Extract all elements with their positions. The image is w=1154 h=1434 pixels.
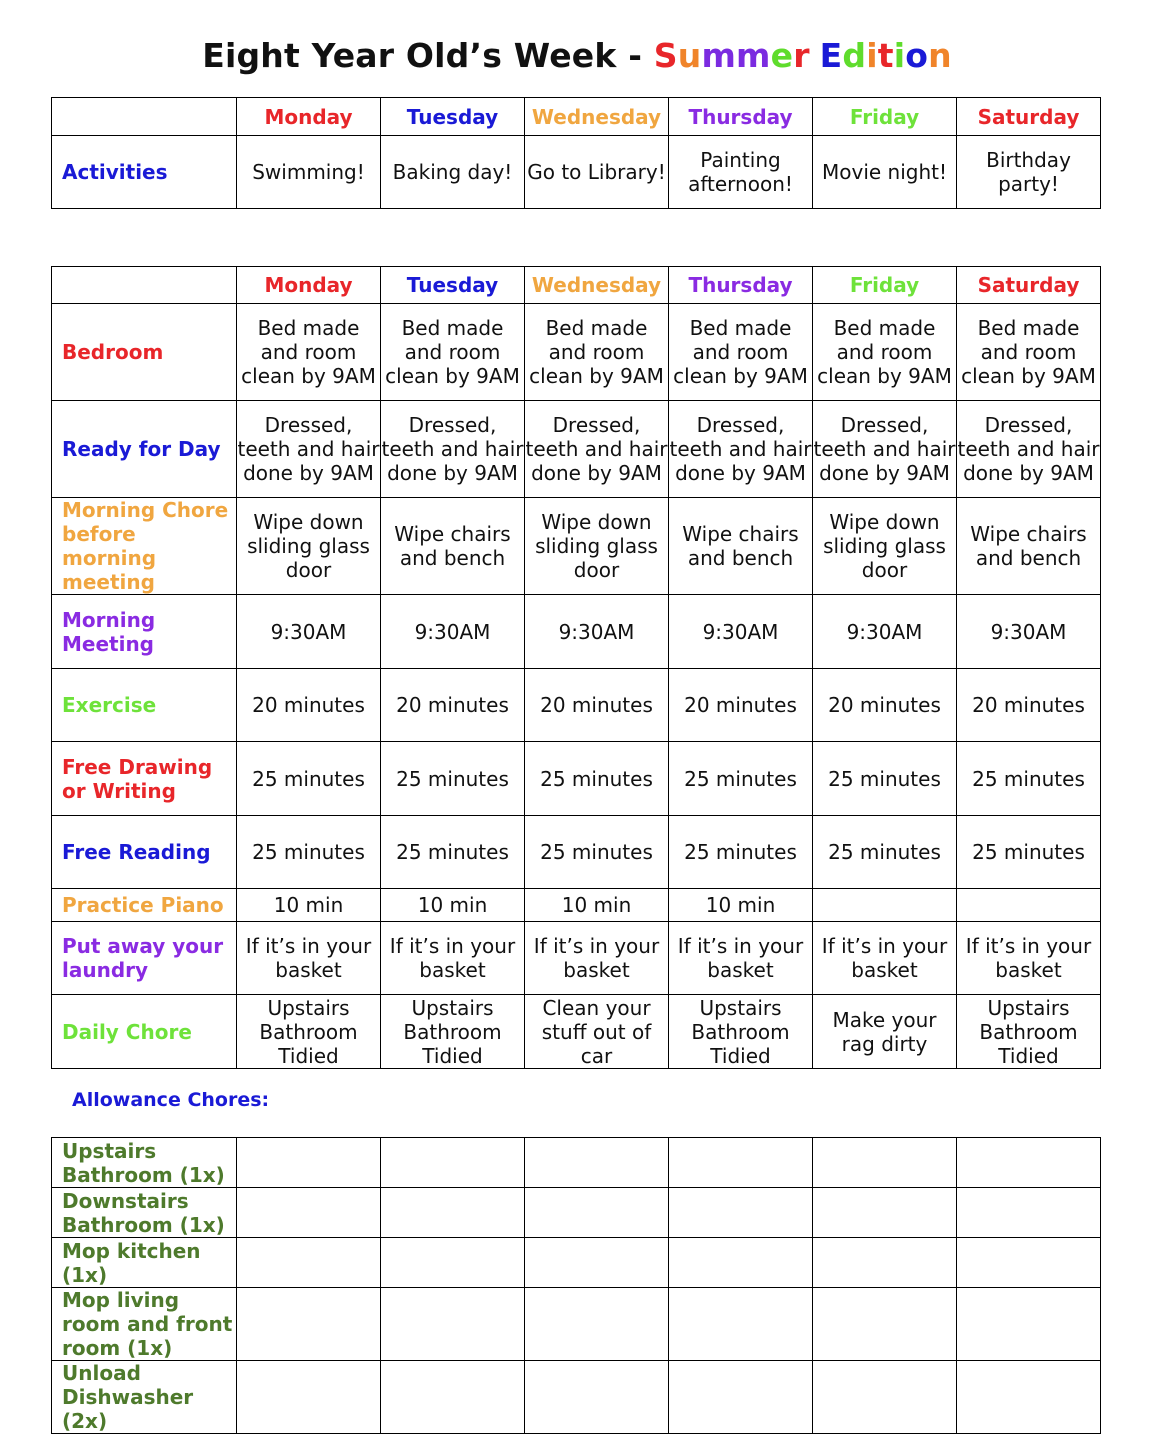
activities-header-row [52,98,1101,136]
day-header-saturday: Saturday [957,267,1101,304]
allowance-row [52,1361,1101,1434]
schedule-cell: Bed made and room clean by 9AM [525,304,669,401]
allowance-checkbox-cell[interactable] [813,1238,957,1288]
schedule-cell: Dressed, teeth and hair done by 9AM [669,401,813,498]
schedule-cell: If it’s in your basket [813,922,957,995]
allowance-checkbox-cell[interactable] [669,1188,813,1238]
schedule-cell: 25 minutes [381,742,525,816]
schedule-cell: If it’s in your basket [669,922,813,995]
allowance-table [51,1137,1101,1434]
schedule-cell: 25 minutes [813,742,957,816]
schedule-cell: Wipe chairs and bench [381,498,525,595]
title-edition-letter: u [677,36,702,75]
schedule-cell: Bed made and room clean by 9AM [813,304,957,401]
allowance-checkbox-cell[interactable] [237,1238,381,1288]
schedule-row [52,595,1101,669]
schedule-row-label: Ready for Day [52,401,237,498]
schedule-cell: Make your rag dirty [813,995,957,1069]
schedule-cell [813,889,957,922]
allowance-checkbox-cell[interactable] [669,1288,813,1361]
title-edition-letter: o [905,36,929,75]
schedule-row [52,669,1101,742]
allowance-checkbox-cell[interactable] [957,1138,1101,1188]
title-edition-letter: S [653,36,678,75]
allowance-checkbox-cell[interactable] [237,1188,381,1238]
schedule-cell: Dressed, teeth and hair done by 9AM [525,401,669,498]
schedule-row-label: Bedroom [52,304,237,401]
schedule-cell: 9:30AM [813,595,957,669]
allowance-checkbox-cell[interactable] [525,1138,669,1188]
schedule-row [52,401,1101,498]
allowance-row-label: Mop kitchen (1x) [52,1238,237,1288]
schedule-table [51,266,1101,1069]
title-edition-letter: m [701,36,737,75]
schedule-cell: If it’s in your basket [237,922,381,995]
schedule-cell: 20 minutes [813,669,957,742]
title-main: Eight Year Old’s Week - [202,36,654,75]
row-label-activities: Activities [52,136,237,209]
schedule-row [52,816,1101,889]
allowance-checkbox-cell[interactable] [669,1238,813,1288]
title-edition-letter: r [793,36,810,75]
schedule-row-label: Morning Meeting [52,595,237,669]
allowance-checkbox-cell[interactable] [381,1238,525,1288]
allowance-row-label: Mop living room and front room (1x) [52,1288,237,1361]
activity-cell: Movie night! [813,136,957,209]
allowance-heading: Allowance Chores: [72,1089,270,1111]
schedule-cell: 25 minutes [381,816,525,889]
activity-cell: Birthday party! [957,136,1101,209]
allowance-checkbox-cell[interactable] [957,1288,1101,1361]
schedule-cell: Bed made and room clean by 9AM [237,304,381,401]
allowance-checkbox-cell[interactable] [525,1238,669,1288]
day-header-saturday: Saturday [957,98,1101,136]
activity-cell: Painting afternoon! [669,136,813,209]
schedule-cell: Wipe chairs and bench [957,498,1101,595]
schedule-cell: If it’s in your basket [381,922,525,995]
schedule-cell: Dressed, teeth and hair done by 9AM [381,401,525,498]
schedule-cell: Clean your stuff out of car [525,995,669,1069]
activities-row [52,136,1101,209]
title-edition-letter: t [877,36,894,75]
header-corner [52,98,237,136]
schedule-cell: 10 min [237,889,381,922]
day-header-tuesday: Tuesday [381,267,525,304]
schedule-cell: Wipe chairs and bench [669,498,813,595]
schedule-cell: If it’s in your basket [957,922,1101,995]
day-header-monday: Monday [237,267,381,304]
schedule-cell: Bed made and room clean by 9AM [381,304,525,401]
allowance-checkbox-cell[interactable] [237,1288,381,1361]
schedule-cell: 9:30AM [381,595,525,669]
schedule-cell: Dressed, teeth and hair done by 9AM [813,401,957,498]
allowance-checkbox-cell[interactable] [525,1188,669,1238]
allowance-checkbox-cell[interactable] [237,1138,381,1188]
allowance-checkbox-cell[interactable] [381,1288,525,1361]
schedule-row-label: Put away your laundry [52,922,237,995]
schedule-cell: 10 min [525,889,669,922]
schedule-cell: 20 minutes [669,669,813,742]
schedule-cell: 25 minutes [525,742,669,816]
schedule-cell: Wipe down sliding glass door [525,498,669,595]
allowance-checkbox-cell[interactable] [381,1188,525,1238]
allowance-checkbox-cell[interactable] [525,1288,669,1361]
schedule-cell: 25 minutes [237,816,381,889]
schedule-row-label: Practice Piano [52,889,237,922]
day-header-wednesday: Wednesday [525,267,669,304]
title-edition-letter: n [928,36,952,75]
allowance-checkbox-cell[interactable] [813,1138,957,1188]
schedule-cell: 9:30AM [237,595,381,669]
allowance-row-label: Downstairs Bathroom (1x) [52,1188,237,1238]
schedule-row [52,922,1101,995]
allowance-row [52,1238,1101,1288]
schedule-cell: 20 minutes [381,669,525,742]
title-edition [654,36,952,75]
allowance-checkbox-cell[interactable] [525,1361,669,1434]
allowance-checkbox-cell[interactable] [957,1361,1101,1434]
schedule-cell: Wipe down sliding glass door [813,498,957,595]
schedule-cell [957,889,1101,922]
schedule-cell: Upstairs Bathroom Tidied [957,995,1101,1069]
schedule-cell: Wipe down sliding glass door [237,498,381,595]
schedule-cell: Bed made and room clean by 9AM [957,304,1101,401]
allowance-checkbox-cell[interactable] [957,1188,1101,1238]
schedule-cell: 25 minutes [957,742,1101,816]
activity-cell: Baking day! [381,136,525,209]
schedule-cell: Bed made and room clean by 9AM [669,304,813,401]
schedule-header-row [52,267,1101,304]
title-edition-letter: E [819,36,843,75]
allowance-row-label: Upstairs Bathroom (1x) [52,1138,237,1188]
schedule-row [52,889,1101,922]
title-edition-letter: e [770,36,794,75]
schedule-cell: 25 minutes [669,816,813,889]
schedule-cell: 10 min [381,889,525,922]
schedule-cell: 9:30AM [525,595,669,669]
allowance-checkbox-cell[interactable] [381,1361,525,1434]
schedule-row [52,304,1101,401]
allowance-checkbox-cell[interactable] [381,1138,525,1188]
day-header-thursday: Thursday [669,98,813,136]
allowance-checkbox-cell[interactable] [669,1361,813,1434]
allowance-checkbox-cell[interactable] [957,1238,1101,1288]
allowance-checkbox-cell[interactable] [813,1288,957,1361]
day-header-tuesday: Tuesday [381,98,525,136]
day-header-monday: Monday [237,98,381,136]
schedule-cell: 20 minutes [237,669,381,742]
activity-cell: Go to Library! [525,136,669,209]
title-edition-letter: i [893,36,906,75]
day-header-friday: Friday [813,267,957,304]
schedule-cell: 20 minutes [525,669,669,742]
schedule-cell: 25 minutes [525,816,669,889]
schedule-cell: 10 min [669,889,813,922]
schedule-row-label: Morning Chore before morning meeting [52,498,237,595]
schedule-row [52,498,1101,595]
schedule-cell: Dressed, teeth and hair done by 9AM [957,401,1101,498]
allowance-row-label: Unload Dishwasher (2x) [52,1361,237,1434]
header-corner [52,267,237,304]
schedule-row-label: Exercise [52,669,237,742]
schedule-cell: 9:30AM [957,595,1101,669]
schedule-cell: If it’s in your basket [525,922,669,995]
title-edition-letter: d [842,36,867,75]
title-edition-letter: m [736,36,771,75]
schedule-cell: Upstairs Bathroom Tidied [381,995,525,1069]
schedule-row [52,742,1101,816]
schedule-cell: 25 minutes [957,816,1101,889]
schedule-cell: Upstairs Bathroom Tidied [237,995,381,1069]
schedule-cell: 9:30AM [669,595,813,669]
title-edition-letter: i [866,36,878,75]
allowance-checkbox-cell[interactable] [813,1188,957,1238]
schedule-cell: Upstairs Bathroom Tidied [669,995,813,1069]
schedule-cell: 25 minutes [669,742,813,816]
allowance-checkbox-cell[interactable] [237,1361,381,1434]
schedule-cell: 25 minutes [813,816,957,889]
day-header-wednesday: Wednesday [525,98,669,136]
schedule-cell: Dressed, teeth and hair done by 9AM [237,401,381,498]
allowance-row [52,1188,1101,1238]
activity-cell: Swimming! [237,136,381,209]
allowance-checkbox-cell[interactable] [669,1138,813,1188]
schedule-row-label: Free Drawing or Writing [52,742,237,816]
schedule-cell: 25 minutes [237,742,381,816]
allowance-row [52,1288,1101,1361]
schedule-row-label: Free Reading [52,816,237,889]
day-header-friday: Friday [813,98,957,136]
schedule-row [52,995,1101,1069]
allowance-checkbox-cell[interactable] [813,1361,957,1434]
day-header-thursday: Thursday [669,267,813,304]
schedule-cell: 20 minutes [957,669,1101,742]
activities-table [51,97,1101,209]
page-title [0,36,1154,75]
allowance-row [52,1138,1101,1188]
schedule-row-label: Daily Chore [52,995,237,1069]
